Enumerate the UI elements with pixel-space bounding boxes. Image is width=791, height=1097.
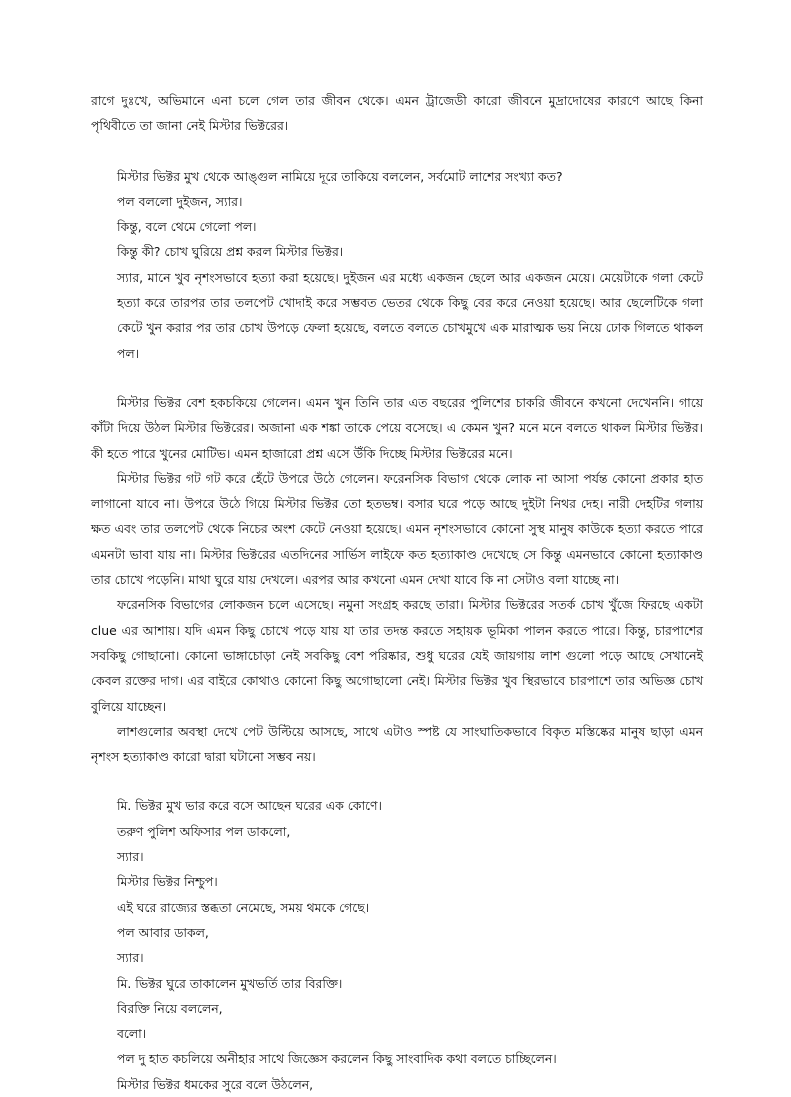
dialogue-line: কিন্তু কী? চোখ ঘুরিয়ে প্রশ্ন করল মিস্টার ভিক্টর। — [117, 244, 344, 260]
narrative-paragraph: লাশগুলোর অবস্থা দেখে পেট উল্টিয়ে আসছে, সাথে এটাও স্পষ্ট যে সাংঘাতিকভাবে বিকৃত মস্তিষ্কের মানুষ ছাড়া এমন নৃশংস হত্যাকাণ্ড কারো দ্বারা ঘটানো সম্ভব নয়। — [91, 723, 703, 765]
section-gap — [91, 366, 703, 390]
section-gap — [91, 769, 703, 793]
dialogue-line: পল আবার ডাকল, — [117, 924, 209, 940]
dialogue-line: মি. ভিক্টর ঘুরে তাকালেন মুখভর্তি তার বিরক্তি। — [117, 975, 343, 991]
section-gap — [91, 139, 703, 164]
dialogue-line: মি. ভিক্টর মুখ ভার করে বসে আছেন ঘরের এক কোণে। — [117, 798, 382, 814]
narrative-paragraph: মিস্টার ভিক্টর গট গট করে হেঁটে উপরে উঠে গেলেন। ফরেনসিক বিভাগ থেকে লোক না আসা পর্যন্ত কোনো প্রকার হাত লাগানো যাবে না। উপরে উঠে গিয়ে মিস্টার ভিক্টর তো হতভম্ব। বসার ঘরে পড়ে আছে দুইটা নিথর দেহ। নারী দেহটির গলায় ক্ষত এবং তার তলপেট থেকে নিচের অংশ কেটে নেওয়া হয়েছে। এমন নৃশংসভাবে কোনো সুস্থ মানুষ কাউকে হত্যা করতে পারে এমনটা ভাবা যায় না। মিস্টার ভিক্টরের এতদিনের সার্ভিস লাইফে কত হত্যাকাণ্ড দেখেছে সে কিন্তু এমনভাবে কোনো হত্যাকাণ্ড তার চোখে পড়েনি। মাথা ঘুরে যায় দেখলে। এরপর আর কখনো এমন দেখা যাবে কি না সেটাও বলা যাচ্ছে না। — [91, 470, 703, 588]
dialogue-line: স্যার। — [117, 849, 144, 865]
dialogue-line: পল দু হাত কচলিয়ে অনীহার সাথে জিজ্ঞেস করলেন কিছু সাংবাদিক কথা বলতে চাচ্ছিলেন। — [117, 1051, 557, 1067]
narrative-paragraph: ফরেনসিক বিভাগের লোকজন চলে এসেছে। নমুনা সংগ্রহ করছে তারা। মিস্টার ভিক্টরের সতর্ক চোখ খুঁজে ফিরছে একটা clue এর আশায়। যদি এমন কিছু চোখে পড়ে যায় যা তার তদন্ত করতে সহায়ক ভূমিকা পালন করতে পারে। কিন্তু, চারপাশের সবকিছু গোছানো। কোনো ভাঙ্গাচোড়া নেই সবকিছু বেশ পরিষ্কার, শুধু ঘরের যেই জায়গায় লাশ গুলো পড়ে আছে সেখানেই কেবল রক্তের দাগ। এর বাইরে কোথাও কোনো কিছু অগোছালো নেই। মিস্টার ভিক্টর খুব স্থিরভাবে চারপাশে তার অভিজ্ঞ চোখ বুলিয়ে যাচ্ছেন। — [91, 597, 703, 714]
opening-paragraph: রাগে দুঃখে, অভিমানে এনা চলে গেল তার জীবন থেকে। এমন ট্রাজেডী কারো জীবনে মুদ্রাদোষের কারণে আছে কিনা পৃথিবীতে তা জানা নেই মিস্টার ভিক্টরের। — [91, 93, 703, 134]
dialogue-line: কিন্তু, বলে থেমে গেলো পল। — [117, 219, 257, 235]
dialogue-paragraph: স্যার, মানে খুব নৃশংসভাবে হত্যা করা হয়েছে। দুইজন এর মধ্যে একজন ছেলে আর একজন মেয়ে। মেয়েটাকে গলা কেটে হত্যা করে তারপর তার তলপেট খোদাই করে সম্ভবত ভেতর থেকে কিছু বের করে নেওয়া হয়েছে। আর ছেলেটিকে গলা কেটে খুন করার পর তার চোখ উপড়ে ফেলা হয়েছে, বলতে বলতে চোখমুখে এক মারাত্মক ভয় নিয়ে ঢোক গিলতে থাকল পল। — [117, 269, 703, 361]
dialogue-line: মিস্টার ভিক্টর ধমকের সুরে বলে উঠলেন, — [117, 1076, 314, 1092]
dialogue-line: বলো। — [117, 1026, 147, 1042]
dialogue-line: স্যার। — [117, 950, 144, 966]
dialogue-line: মিস্টার ভিক্টর নিশ্চুপ। — [117, 874, 218, 890]
dialogue-line: এই ঘরে রাজ্যের স্তব্ধতা নেমেছে, সময় থমকে গেছে। — [117, 899, 370, 915]
dialogue-line: মিস্টার ভিক্টর মুখ থেকে আঙ্গুল নামিয়ে দূরে তাকিয়ে বললেন, সর্বমোট লাশের সংখ্যা কত? — [117, 168, 563, 184]
narrative-paragraph: মিস্টার ভিক্টর বেশ হকচকিয়ে গেলেন। এমন খুন তিনি তার এত বছরের পুলিশের চাকরি জীবনে কখনো দেখেননি। গায়ে কাঁটা দিয়ে উঠল মিস্টার ভিক্টরের। অজানা এক শঙ্কা তাকে পেয়ে বসেছে। এ কেমন খুন? মনে মনে বলতে থাকল মিস্টার ভিক্টর। কী হতে পারে খুনের মোটিভ। এমন হাজারো প্রশ্ন এসে উঁকি দিচ্ছে মিস্টার ভিক্টরের মনে। — [91, 394, 703, 461]
dialogue-line: তরুণ পুলিশ অফিসার পল ডাকলো, — [117, 823, 291, 839]
document-body — [91, 88, 703, 1097]
dialogue-line: পল বললো দুইজন, স্যার। — [117, 193, 243, 209]
dialogue-line: বিরক্তি নিয়ে বললেন, — [117, 1000, 223, 1016]
